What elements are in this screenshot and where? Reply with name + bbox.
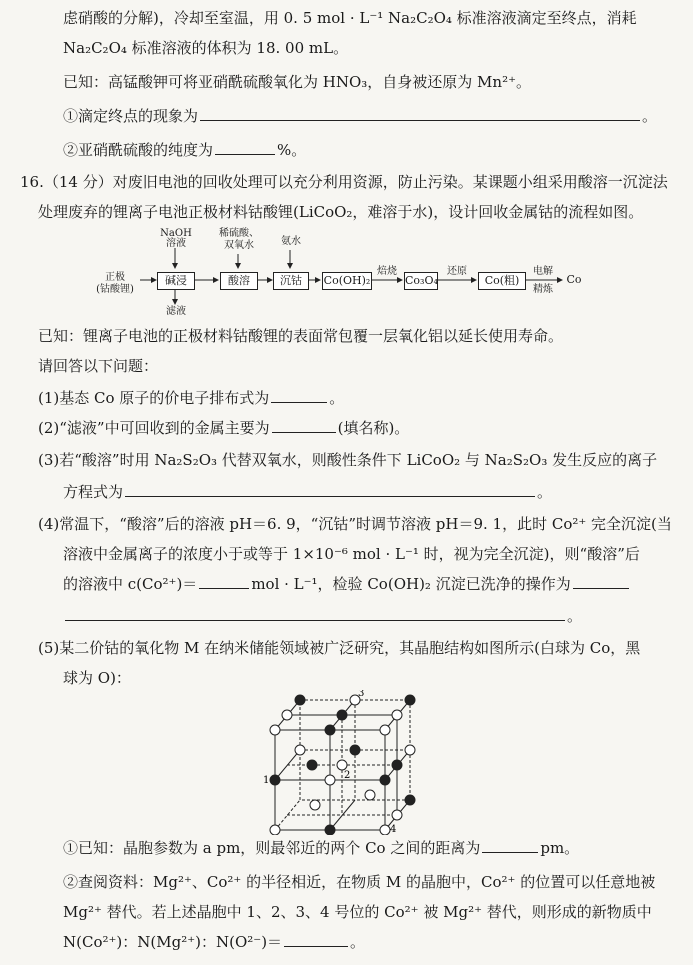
question-16-line: 处理废弃的锂离子电池正极材料钴酸锂(LiCoO₂，难溶于水)，设计回收金属钴的流程如图。: [38, 203, 644, 221]
question-text: ①已知：晶胞参数为 a pm，则最邻近的两个 Co 之间的距离为: [63, 839, 481, 857]
site-label-4: 4: [390, 824, 397, 835]
question-text: 方程式为: [63, 483, 124, 501]
reagent-label: 稀硫酸、: [219, 228, 259, 239]
answer-blank: [199, 574, 249, 589]
answer-blank: [215, 140, 275, 155]
question-text: (2)“滤液”中可回收到的金属主要为: [38, 419, 270, 437]
step-box-alkali-leach: 碱浸: [157, 272, 195, 290]
site-label-3: 3: [358, 690, 365, 699]
reagent-label: NaOH: [160, 228, 192, 239]
question-line: ①滴定终点的现象为 。: [63, 107, 658, 125]
sub-question-1: [38, 388, 344, 408]
question-text: N(Co²⁺)：N(Mg²⁺)：N(O²⁻)＝: [63, 933, 283, 951]
step-box-acid-dissolve: 酸溶: [220, 272, 258, 290]
filtrate-label: 滤液: [166, 306, 186, 317]
site-label-1: 1: [263, 775, 270, 786]
sub-question-4-cont: [63, 606, 582, 626]
final-product-label: Co: [566, 273, 582, 286]
answer-blank: [200, 106, 640, 121]
step-box-precipitate: 沉钴: [273, 272, 309, 290]
prompt-line: 请回答以下问题：: [38, 357, 159, 375]
known-line: 已知：锂离子电池的正极材料钴酸锂的表面常包覆一层氧化铝以延长使用寿命。: [38, 327, 564, 345]
answer-blank: [65, 606, 565, 621]
sub-question-4-cont: [63, 574, 631, 594]
known-line: 已知：高锰酸钾可将亚硝酰硫酸氧化为 HNO₃，自身被还原为 Mn²⁺。: [63, 73, 532, 91]
answer-blank: [482, 838, 538, 853]
question-text: ①滴定终点的现象为: [63, 107, 199, 125]
question-text: (填名称)。: [337, 419, 410, 437]
reagent-label: 双氧水: [224, 240, 254, 251]
sub-question-4-cont: 溶液中金属离子的浓度小于或等于 1×10⁻⁶ mol · L⁻¹ 时，视为完全沉淀)，则“酸溶”后: [63, 545, 640, 563]
flow-start-label: 正极: [105, 272, 125, 283]
question-text: %。: [277, 141, 307, 159]
sub-question-5-part2: ②查阅资料：Mg²⁺、Co²⁺ 的半径相近，在物质 M 的晶胞中，Co²⁺ 的位置可以任意地被: [63, 873, 656, 891]
process-flowchart: [90, 228, 610, 323]
crystal-structure-diagram: [255, 690, 425, 835]
product-box: Co(OH)₂: [322, 272, 372, 290]
site-label-2: 2: [344, 770, 351, 781]
question-text: pm。: [540, 839, 580, 857]
sub-question-5-part2-cont: [63, 932, 365, 952]
paragraph-line: 虑硝酸的分解)，冷却至室温，用 0. 5 mol · L⁻¹ Na₂C₂O₄ 标准溶液滴定至终点，消耗: [63, 9, 637, 27]
sub-question-5-part2-cont: Mg²⁺ 替代。若上述晶胞中 1、2、3、4 号位的 Co²⁺ 被 Mg²⁺ 替代，则形成的新物质中: [63, 903, 652, 921]
process-label: 电解: [533, 266, 553, 277]
sub-question-3: (3)若“酸溶”时用 Na₂S₂O₃ 代替双氧水，则酸性条件下 LiCoO₂ 与 Na₂S₂O₃ 发生反应的离子: [38, 451, 658, 469]
answer-blank: [272, 418, 336, 433]
question-line: [63, 140, 306, 160]
question-text: (1)基态 Co 原子的价电子排布式为: [38, 389, 270, 407]
answer-blank: [284, 932, 348, 947]
question-text: 。: [537, 483, 553, 501]
process-label: 精炼: [533, 284, 553, 295]
flow-start-label: (钴酸锂): [96, 284, 134, 295]
reagent-label: 氨水: [281, 236, 301, 247]
question-text: 的溶液中 c(Co²⁺)＝: [63, 575, 198, 593]
question-text: mol · L⁻¹，检验 Co(OH)₂ 沉淀已洗净的操作为: [251, 575, 571, 593]
answer-blank: [573, 574, 629, 589]
question-text: 。: [350, 933, 366, 951]
sub-question-4: (4)常温下，“酸溶”后的溶液 pH＝6. 9，“沉钴”时调节溶液 pH＝9. 1，此时 Co²⁺ 完全沉淀(当: [38, 515, 672, 533]
product-box: Co(粗): [478, 272, 526, 290]
sub-question-5-part1: [63, 838, 579, 858]
question-text: 。: [567, 607, 583, 625]
process-label: 还原: [447, 266, 467, 277]
sub-question-5-cont: 球为 O)：: [63, 669, 131, 687]
paragraph-line: Na₂C₂O₄ 标准溶液的体积为 18. 00 mL。: [63, 39, 349, 57]
sub-question-2: [38, 418, 409, 438]
sub-question-3-cont: [63, 482, 552, 502]
answer-blank: [125, 482, 535, 497]
process-label: 焙烧: [377, 266, 397, 277]
question-16-line: 16.（14 分）对废旧电池的回收处理可以充分利用资源，防止污染。某课题小组采用酸溶一沉淀法: [20, 173, 668, 191]
question-text: ②亚硝酰硫酸的纯度为: [63, 141, 214, 159]
question-text: 。: [329, 389, 345, 407]
reagent-label: 溶液: [166, 238, 186, 249]
product-box: Co₃O₄: [404, 272, 438, 290]
sub-question-5: (5)某二价钴的氧化物 M 在纳米储能领域被广泛研究，其晶胞结构如图所示(白球为 Co，黑: [38, 639, 641, 657]
answer-blank: [271, 388, 327, 403]
